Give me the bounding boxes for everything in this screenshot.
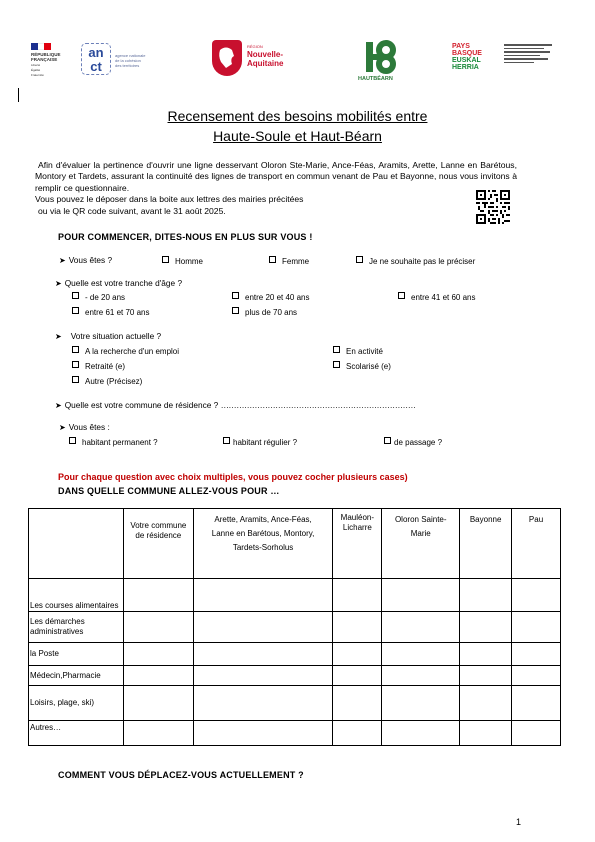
table-header-row xyxy=(29,509,561,579)
header-pau: Pau xyxy=(512,509,561,579)
option-employed[interactable]: En activité xyxy=(333,346,383,356)
table-cell[interactable] xyxy=(333,579,382,612)
row-label-medecin: Médecin,Pharmacie xyxy=(29,666,124,686)
checkbox[interactable] xyxy=(72,307,79,314)
checkbox[interactable] xyxy=(232,292,239,299)
question-commune: ➤ Quelle est votre commune de résidence ? ………………………………………………………………… xyxy=(55,400,416,410)
page-title: Recensement des besoins mobilités entre Haute-Soule et Haut-Béarn xyxy=(167,108,428,144)
table-cell[interactable] xyxy=(123,721,193,746)
checkbox[interactable] xyxy=(72,346,79,353)
option-age-under-20[interactable]: - de 20 ans xyxy=(72,292,125,302)
row-label-poste: la Poste xyxy=(29,643,124,666)
option-student[interactable]: Scolarisé (e) xyxy=(333,361,391,371)
table-cell[interactable] xyxy=(512,721,561,746)
table-cell[interactable] xyxy=(123,686,193,721)
table-cell[interactable] xyxy=(193,643,333,666)
table-cell[interactable] xyxy=(193,721,333,746)
option-age-over-70[interactable]: plus de 70 ans xyxy=(232,307,297,317)
table-cell[interactable] xyxy=(382,686,460,721)
option-regular[interactable]: habitant régulier ? xyxy=(223,437,297,447)
arrow-icon: ➤ xyxy=(55,279,62,288)
qr-code-icon[interactable] xyxy=(476,190,510,224)
arrow-icon: ➤ xyxy=(55,332,62,341)
checkbox[interactable] xyxy=(269,256,276,263)
table-cell[interactable] xyxy=(193,686,333,721)
table-cell[interactable] xyxy=(193,579,333,612)
section-heading-travel-mode: COMMENT VOUS DÉPLACEZ-VOUS ACTUELLEMENT ? xyxy=(58,770,304,780)
intro-paragraph: Afin d'évaluer la pertinence d'ouvrir une ligne desservant Oloron Ste-Marie, Ance-Féas, Aramits, Arette, Lanne en Barétous, Montory et Tardets, assurant la continuité des lignes de transport en commun venant de Pau et Bayonne, nous vous invitons à remplir ce questionnaire. xyxy=(35,160,517,193)
checkbox[interactable] xyxy=(69,437,76,444)
table-cell[interactable] xyxy=(333,643,382,666)
option-homme[interactable]: Homme xyxy=(162,256,203,266)
destinations-table xyxy=(28,508,561,746)
checkbox[interactable] xyxy=(398,292,405,299)
table-cell[interactable] xyxy=(512,643,561,666)
row-label-demarches: Les démarches administratives xyxy=(29,612,124,643)
table-cell[interactable] xyxy=(333,686,382,721)
table-cell[interactable] xyxy=(333,612,382,643)
table-row xyxy=(29,612,561,643)
table-cell[interactable] xyxy=(123,666,193,686)
intro-deposit-text: Vous pouvez le déposer dans la boite aux lettres des mairies précitées xyxy=(35,194,304,204)
logo-republique-francaise: RÉPUBLIQUE FRANÇAISE Liberté Égalité Fraternité xyxy=(31,43,61,78)
lion-shield-icon xyxy=(212,40,242,76)
arrow-icon: ➤ xyxy=(55,401,62,410)
table-cell[interactable] xyxy=(382,643,460,666)
table-cell[interactable] xyxy=(512,612,561,643)
option-job-seeker[interactable]: A la recherche d'un emploi xyxy=(72,346,179,356)
intro-qr-text: ou via le QR code suivant, avant le 31 août 2025. xyxy=(38,206,226,216)
table-row xyxy=(29,643,561,666)
table-cell[interactable] xyxy=(333,721,382,746)
table-cell[interactable] xyxy=(382,612,460,643)
table-cell[interactable] xyxy=(123,643,193,666)
table-cell[interactable] xyxy=(382,721,460,746)
table-cell[interactable] xyxy=(123,612,193,643)
header-residence: Votre commune de résidence xyxy=(123,509,193,579)
question-situation: ➤ Votre situation actuelle ? xyxy=(55,331,162,341)
checkbox[interactable] xyxy=(223,437,230,444)
section-heading-about-you: POUR COMMENCER, DITES-NOUS EN PLUS SUR VOUS ! xyxy=(58,232,313,242)
table-cell[interactable] xyxy=(512,686,561,721)
page-number: 1 xyxy=(516,817,522,827)
logo-pays-basque: PAYS BASQUE EUSKAL HERRIA xyxy=(452,43,557,77)
table-row xyxy=(29,579,561,612)
option-retired[interactable]: Retraité (e) xyxy=(72,361,125,371)
option-age-20-40[interactable]: entre 20 et 40 ans xyxy=(232,292,310,302)
option-permanent[interactable]: habitant permanent ? xyxy=(69,437,158,447)
option-no-answer[interactable]: Je ne souhaite pas le préciser xyxy=(356,256,475,266)
header-oloron: Oloron Sainte-Marie xyxy=(382,509,460,579)
header-barétous-communes: Arette, Aramits, Ance-Féas, Lanne en Barétous, Montory, Tardets-Sorholus xyxy=(193,509,333,579)
checkbox[interactable] xyxy=(72,292,79,299)
option-femme[interactable]: Femme xyxy=(269,256,309,266)
table-cell[interactable] xyxy=(460,686,512,721)
margin-cursor-line xyxy=(18,88,19,102)
logo-hautbearn: HAUTBÉARN xyxy=(356,40,406,88)
logo-anct: an ct agence nationale de la cohésion des territoires xyxy=(81,43,176,77)
table-row xyxy=(29,721,561,746)
hautbearn-mark-icon xyxy=(356,40,406,76)
table-cell[interactable] xyxy=(460,666,512,686)
table-cell[interactable] xyxy=(512,666,561,686)
question-gender: ➤ Vous êtes ? xyxy=(59,255,113,265)
table-cell[interactable] xyxy=(460,579,512,612)
table-cell[interactable] xyxy=(512,579,561,612)
checkbox[interactable] xyxy=(72,361,79,368)
option-age-41-60[interactable]: entre 41 et 60 ans xyxy=(398,292,476,302)
arrow-icon: ➤ xyxy=(59,256,66,265)
logo-region-nouvelle-aquitaine: RÉGION Nouvelle- Aquitaine xyxy=(212,40,302,78)
table-cell[interactable] xyxy=(382,579,460,612)
checkbox[interactable] xyxy=(333,361,340,368)
table-row xyxy=(29,686,561,721)
table-cell[interactable] xyxy=(382,666,460,686)
checkbox[interactable] xyxy=(384,437,391,444)
arrow-icon: ➤ xyxy=(59,423,66,432)
french-flag-icon xyxy=(31,43,51,50)
table-cell[interactable] xyxy=(193,612,333,643)
question-age: ➤ Quelle est votre tranche d'âge ? xyxy=(55,278,183,288)
checkbox[interactable] xyxy=(333,346,340,353)
table-cell[interactable] xyxy=(333,666,382,686)
header-bayonne: Bayonne xyxy=(460,509,512,579)
checkbox[interactable] xyxy=(356,256,363,263)
option-passing[interactable]: de passage ? xyxy=(384,437,442,447)
option-age-61-70[interactable]: entre 61 et 70 ans xyxy=(72,307,150,317)
checkbox[interactable] xyxy=(162,256,169,263)
pays-basque-text-block xyxy=(504,44,554,65)
anct-mark-icon: an ct xyxy=(81,43,111,75)
section-heading-destinations: DANS QUELLE COMMUNE ALLEZ-VOUS POUR … xyxy=(58,486,280,496)
multiple-choice-note: Pour chaque question avec choix multiples, vous pouvez cocher plusieurs cases) xyxy=(58,472,408,482)
table-cell[interactable] xyxy=(460,643,512,666)
option-other[interactable]: Autre (Précisez) xyxy=(72,376,142,386)
table-row xyxy=(29,666,561,686)
row-label-loisirs: Loisirs, plage, ski) xyxy=(29,686,124,721)
row-label-autres: Autres… xyxy=(29,721,124,746)
table-corner-cell xyxy=(29,509,124,579)
table-cell[interactable] xyxy=(460,721,512,746)
commune-input-line[interactable]: ………………………………………………………………… xyxy=(220,400,416,410)
row-label-courses: Les courses alimentaires xyxy=(29,579,124,612)
table-cell[interactable] xyxy=(123,579,193,612)
checkbox[interactable] xyxy=(232,307,239,314)
header-mauleon: Mauléon-Licharre xyxy=(333,509,382,579)
table-cell[interactable] xyxy=(193,666,333,686)
table-cell[interactable] xyxy=(460,612,512,643)
checkbox[interactable] xyxy=(72,376,79,383)
question-status: ➤ Vous êtes : xyxy=(59,422,110,432)
